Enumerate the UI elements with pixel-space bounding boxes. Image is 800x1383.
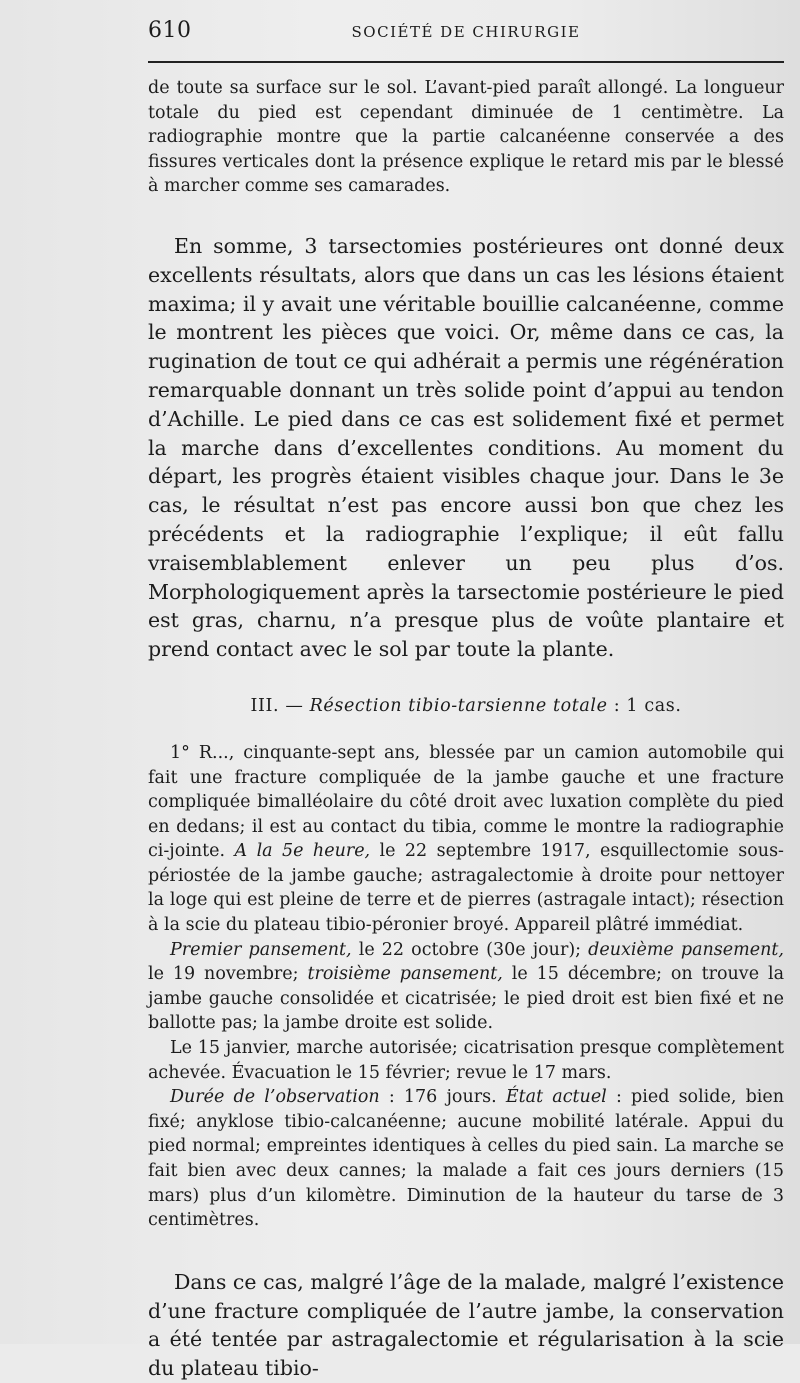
paragraph-discussion: Dans ce cas, malgré l’âge de la malade, malgré l’existence d’une fracture compliquée de l’autre jambe, la conservation a été tentée par astragalectomie et régularisation à la scie du plateau tibio- [148,1269,784,1381]
case-italic: troisième pansement, [307,964,503,985]
case-italic: deuxième pansement, [588,939,784,960]
case-italic: A la 5e heure, [234,841,371,862]
case-italic: Durée de l’observation [170,1087,380,1108]
section-heading [148,694,784,718]
running-title: SOCIÉTÉ DE CHIRURGIE [351,23,581,41]
case-italic: État actuel [505,1087,607,1108]
page-number: 610 [148,18,192,43]
running-header [148,18,784,48]
case-text: : pied solide, bien fixé; anyklose tibio-calcanéenne; aucune mobilité latérale. Appui du pied normal; empreintes identiques à celles du pied sain. La marche se fait bien avec deux cannes; la malade a fait ces jours derniers (15 mars) plus d’un kilomètre. Diminution de la hauteur du tarse de 3 centimètres. [148,1087,785,1231]
case-text: le 15 décembre; on trouve la jambe gauche consolidée et cicatrisée; le pied droit est bien fixé et ne ballotte pas; la jambe droite est solide. [148,964,784,1034]
section-numeral: III. — [250,695,304,716]
body-text [148,76,784,1383]
case-paragraph-2 [148,938,784,1036]
case-text: 1° R..., cinquante-sept ans, blessée par un camion automobile qui fait une fracture compliquée de la jambe gauche et une fracture compliquée bimalléolaire du côté droit avec luxation complète du pied en dedans; il est au contact du tibia, comme le montre la radiographie ci-jointe. [148,742,784,862]
case-text: le 22 octobre (30e jour); [358,939,582,960]
case-text: le 19 novembre; [148,964,299,985]
case-text: le 22 septembre 1917, esquillectomie sous-périostée de la jambe gauche; astragalectomie à droite pour nettoyer la loge qui est pleine de terre et de pierres (astragale intact); résection à la scie du plateau tibio-péronier broyé. Appareil plâtré immédiat. [148,841,784,936]
case-text: : 176 jours. [388,1087,497,1108]
case-paragraph-1 [148,741,784,938]
case-paragraph-3: Le 15 janvier, marche autorisée; cicatrisation presque complètement achevée. Évacuation le 15 février; revue le 17 mars. [148,1038,784,1083]
case-italic: Premier pansement, [170,939,352,960]
case-paragraph-4 [148,1085,784,1233]
paragraph-summary: En somme, 3 tarsectomies postérieures ont donné deux excellents résultats, alors que dans un cas les lésions étaient maxima; il y avait une véritable bouillie calcanéenne, comme le montrent les pièces que voici. Or, même dans ce cas, la rugination de tout ce qui adhérait a permis une régénération remarquable donnant un très solide point d’appui au tendon d’Achille. Le pied dans ce cas est solidement fixé et permet la marche dans d’excellentes conditions. Au moment du départ, les progrès étaient visibles chaque jour. Dans le 3e cas, le résultat n’est pas encore aussi bon que chez les précédents et la radiographie l’explique; il eût fallu vraisemblablement enlever un peu plus d’os. Morphologiquement après la tarsectomie postérieure le pied est gras, charnu, n’a presque plus de voûte plantaire et prend contact avec le sol par toute la plante. [148,233,784,662]
section-title: Résection tibio-tarsienne totale [309,695,608,716]
header-rule [148,61,784,63]
paragraph-continuation: de toute sa surface sur le sol. L’avant-pied paraît allongé. La longueur totale du pied est cependant diminuée de 1 centimètre. La radiographie montre que la partie calcanéenne conservée a des fissures verticales dont la présence explique le retard mis par le blessé à marcher comme ses camarades. [148,78,784,197]
section-count: : 1 cas. [613,695,682,716]
